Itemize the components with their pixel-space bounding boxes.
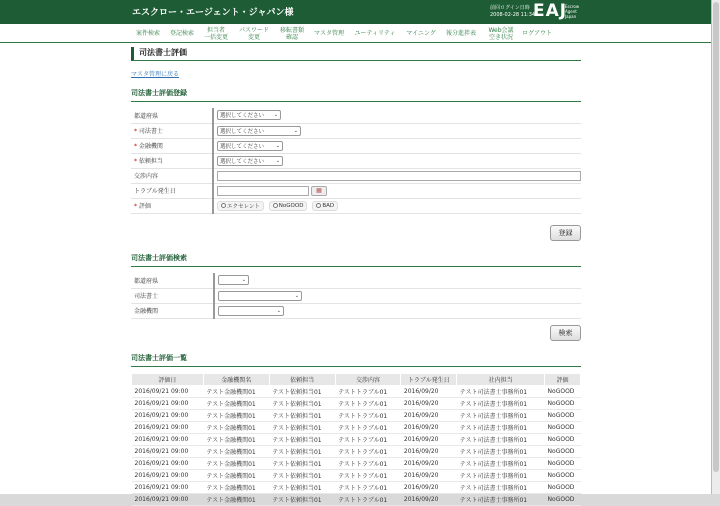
table-cell: 2016/09/20 — [401, 398, 457, 410]
table-cell: 2016/09/21 09:00 — [132, 446, 204, 458]
chevron-down-icon: ⌄ — [294, 292, 299, 299]
table-cell: 2016/09/21 09:00 — [132, 410, 204, 422]
table-cell: テスト金融機関01 — [203, 458, 269, 470]
prefecture-select-value: 選択してください — [220, 113, 265, 120]
table-cell: テスト依頼担当01 — [269, 434, 335, 446]
table-cell: テスト司法書士事務所01 — [457, 446, 545, 458]
table-cell: 2016/09/21 09:00 — [132, 458, 204, 470]
search-button[interactable]: 検索 — [550, 325, 581, 341]
rating-radio-bad[interactable] — [312, 201, 338, 211]
nav-item-logout[interactable]: ログアウト — [521, 30, 552, 37]
register-button[interactable]: 登録 — [550, 225, 581, 241]
col-header-rating: 評価 — [545, 374, 581, 386]
nav-item-transfer-docs[interactable]: 移転書類 確認 — [279, 26, 304, 41]
table-cell: NoGOOD — [545, 482, 581, 494]
table-cell: テスト依頼担当01 — [269, 458, 335, 470]
rating-radio-excellent[interactable] — [217, 201, 264, 211]
search-form — [131, 273, 581, 319]
prefecture-select[interactable] — [217, 110, 281, 120]
table-cell: テスト司法書士事務所01 — [457, 422, 545, 434]
table-cell: テスト依頼担当01 — [269, 482, 335, 494]
search-scrivener-label: 司法書士 — [131, 288, 214, 303]
nav-item-web-meeting[interactable]: Web会議 空き状況 — [488, 26, 514, 41]
table-row — [132, 386, 581, 398]
required-mark: * — [134, 158, 137, 165]
vertical-scrollbar[interactable] — [712, 0, 720, 494]
table-cell: テスト金融機関01 — [203, 386, 269, 398]
col-header-bank: 金融機関名 — [203, 374, 269, 386]
back-to-master-link[interactable]: マスタ管理に戻る — [131, 71, 180, 78]
form-row-negotiation — [131, 168, 581, 183]
table-row — [132, 446, 581, 458]
radio-circle-icon — [316, 203, 321, 208]
table-cell: テスト依頼担当01 — [269, 398, 335, 410]
nav-item-master[interactable]: マスタ管理 — [313, 30, 344, 37]
form-row-scrivener — [131, 123, 581, 138]
table-cell: テストトラブル01 — [335, 482, 401, 494]
negotiation-input[interactable] — [217, 171, 581, 181]
table-cell: NoGOOD — [545, 458, 581, 470]
chevron-down-icon: ⌄ — [293, 127, 298, 134]
table-cell: テスト金融機関01 — [203, 434, 269, 446]
header-bar — [0, 0, 711, 24]
required-mark: * — [134, 128, 137, 135]
nav-item-bulk-assign[interactable]: 担当者 一括変更 — [203, 26, 228, 41]
table-cell: 2016/09/20 — [401, 446, 457, 458]
register-section-title: 司法書士評価登録 — [131, 88, 581, 102]
search-row-scrivener — [131, 288, 581, 303]
table-cell: 2016/09/20 — [401, 422, 457, 434]
form-row-rating — [131, 198, 581, 213]
table-cell: テスト金融機関01 — [203, 470, 269, 482]
radio-circle-icon — [273, 203, 278, 208]
scrivener-label: 司法書士 — [138, 128, 163, 135]
scrivener-select-value: 選択してください — [220, 128, 265, 135]
table-cell: 2016/09/20 — [401, 470, 457, 482]
search-scrivener-select[interactable] — [218, 291, 302, 301]
table-cell: 2016/09/21 09:00 — [132, 470, 204, 482]
table-row — [132, 494, 581, 506]
search-row-prefecture — [131, 273, 581, 288]
table-cell: NoGOOD — [545, 410, 581, 422]
table-cell: 2016/09/21 09:00 — [132, 386, 204, 398]
table-row — [132, 422, 581, 434]
table-cell: テスト司法書士事務所01 — [457, 458, 545, 470]
rating-radio-nogood[interactable] — [269, 201, 308, 211]
requester-select-value: 選択してください — [220, 158, 265, 165]
nav-item-mining[interactable]: マイニング — [406, 30, 436, 37]
rating-excellent-label: エクセレント — [227, 203, 260, 210]
col-header-requester: 依頼担当 — [269, 374, 335, 386]
table-cell: 2016/09/20 — [401, 494, 457, 506]
table-cell: テストトラブル01 — [335, 446, 401, 458]
form-row-requester — [131, 153, 581, 168]
table-cell: テスト金融機関01 — [203, 446, 269, 458]
search-prefecture-select[interactable] — [218, 275, 249, 285]
main-nav — [0, 24, 711, 43]
required-mark: * — [134, 143, 137, 150]
search-row-bank — [131, 303, 581, 318]
table-cell: テスト依頼担当01 — [269, 470, 335, 482]
table-row — [132, 434, 581, 446]
scrivener-select[interactable] — [217, 126, 301, 136]
chevron-down-icon: ⌄ — [276, 307, 281, 314]
table-cell: テストトラブル01 — [335, 422, 401, 434]
nav-item-progress[interactable]: 報分進捗表 — [445, 30, 476, 37]
table-cell: NoGOOD — [545, 434, 581, 446]
table-row — [132, 482, 581, 494]
table-cell: 2016/09/21 09:00 — [132, 422, 204, 434]
table-cell: テスト司法書士事務所01 — [457, 434, 545, 446]
search-bank-label: 金融機関 — [131, 303, 214, 318]
table-cell: テストトラブル01 — [335, 494, 401, 506]
table-cell: テストトラブル01 — [335, 386, 401, 398]
table-cell: テストトラブル01 — [335, 470, 401, 482]
table-cell: テスト金融機関01 — [203, 422, 269, 434]
table-cell: テスト依頼担当01 — [269, 446, 335, 458]
page-title: 司法書士評価 — [131, 47, 581, 61]
trouble-date-input[interactable] — [217, 186, 309, 196]
table-cell: 2016/09/20 — [401, 458, 457, 470]
main-content — [131, 47, 581, 504]
table-cell: テスト依頼担当01 — [269, 410, 335, 422]
col-header-eval-date: 評価日 — [132, 374, 204, 386]
list-header-row — [132, 374, 581, 386]
search-section-title: 司法書士評価検索 — [131, 253, 581, 267]
bank-select[interactable] — [217, 141, 283, 151]
chevron-down-icon: ⌄ — [273, 112, 278, 119]
nav-item-password[interactable]: パスワード 変更 — [238, 26, 269, 41]
list-section-title: 司法書士評価一覧 — [131, 353, 581, 367]
radio-circle-icon — [221, 203, 226, 208]
register-form — [131, 108, 581, 214]
table-cell: テスト司法書士事務所01 — [457, 410, 545, 422]
nav-item-registry-search[interactable]: 登記検索 — [169, 30, 194, 37]
nav-item-case-search[interactable]: 案件検索 — [135, 30, 160, 37]
table-cell: テスト金融機関01 — [203, 398, 269, 410]
table-cell: 2016/09/21 09:00 — [132, 482, 204, 494]
last-login-label: 前回ログイン日時 — [490, 5, 530, 11]
form-row-trouble-date — [131, 183, 581, 198]
table-cell: NoGOOD — [545, 470, 581, 482]
table-cell: 2016/09/20 — [401, 434, 457, 446]
bank-select-value: 選択してください — [220, 143, 265, 150]
table-cell: テスト金融機関01 — [203, 410, 269, 422]
table-cell: テスト司法書士事務所01 — [457, 386, 545, 398]
table-cell: テスト金融機関01 — [203, 494, 269, 506]
negotiation-label: 交渉内容 — [134, 173, 159, 180]
table-cell: 2016/09/20 — [401, 482, 457, 494]
evaluation-list — [131, 373, 581, 506]
calendar-icon[interactable]: ▦ — [311, 186, 327, 196]
table-cell: テスト司法書士事務所01 — [457, 470, 545, 482]
required-mark: * — [134, 203, 137, 210]
table-cell: テスト司法書士事務所01 — [457, 494, 545, 506]
table-row — [132, 458, 581, 470]
eaj-logo-subtitle: Escrow Agent Japan — [565, 4, 580, 19]
table-cell: テストトラブル01 — [335, 410, 401, 422]
table-cell: 2016/09/21 09:00 — [132, 398, 204, 410]
table-cell: テスト依頼担当01 — [269, 386, 335, 398]
table-cell: テスト依頼担当01 — [269, 422, 335, 434]
table-cell: テスト司法書士事務所01 — [457, 482, 545, 494]
chevron-down-icon: ⌄ — [241, 277, 246, 284]
table-cell: NoGOOD — [545, 494, 581, 506]
chevron-down-icon: ⌄ — [275, 157, 280, 164]
col-header-staff: 社内担当 — [457, 374, 545, 386]
app-title: エスクロー・エージェント・ジャパン様 — [132, 8, 294, 18]
table-cell: NoGOOD — [545, 422, 581, 434]
form-row-bank — [131, 138, 581, 153]
table-cell: テスト金融機関01 — [203, 482, 269, 494]
eaj-logo: EAJ — [533, 1, 568, 21]
trouble-date-label: トラブル発生日 — [134, 188, 176, 195]
table-cell: 2016/09/20 — [401, 410, 457, 422]
rating-nogood-label: NoGOOD — [278, 202, 304, 209]
rating-label: 評価 — [138, 203, 151, 210]
table-cell: テストトラブル01 — [335, 434, 401, 446]
rating-bad-label: BAD — [322, 202, 335, 209]
search-bank-select[interactable] — [218, 306, 284, 316]
table-cell: テスト依頼担当01 — [269, 494, 335, 506]
col-header-trouble-date: トラブル発生日 — [401, 374, 457, 386]
table-cell: テストトラブル01 — [335, 398, 401, 410]
table-cell: テスト司法書士事務所01 — [457, 398, 545, 410]
list-body — [132, 386, 581, 506]
table-cell: NoGOOD — [545, 386, 581, 398]
requester-select[interactable] — [217, 156, 283, 166]
last-login-date: 2008-02-28 11:34 — [490, 12, 536, 18]
chevron-down-icon: ⌄ — [275, 142, 280, 149]
table-cell: NoGOOD — [545, 398, 581, 410]
table-row — [132, 398, 581, 410]
scrollbar-thumb[interactable] — [713, 2, 719, 472]
table-cell: 2016/09/20 — [401, 386, 457, 398]
table-cell: テストトラブル01 — [335, 458, 401, 470]
table-cell: NoGOOD — [545, 446, 581, 458]
requester-label: 依頼担当 — [138, 158, 163, 165]
table-cell: 2016/09/21 09:00 — [132, 494, 204, 506]
table-cell: 2016/09/21 09:00 — [132, 434, 204, 446]
table-row — [132, 470, 581, 482]
form-row-prefecture — [131, 108, 581, 123]
col-header-negotiation: 交渉内容 — [335, 374, 401, 386]
bank-label: 金融機関 — [138, 143, 163, 150]
search-prefecture-label: 都道府県 — [131, 273, 214, 288]
table-row — [132, 410, 581, 422]
nav-item-utility[interactable]: ユーティリティ — [354, 30, 396, 37]
prefecture-label: 都道府県 — [134, 112, 159, 120]
